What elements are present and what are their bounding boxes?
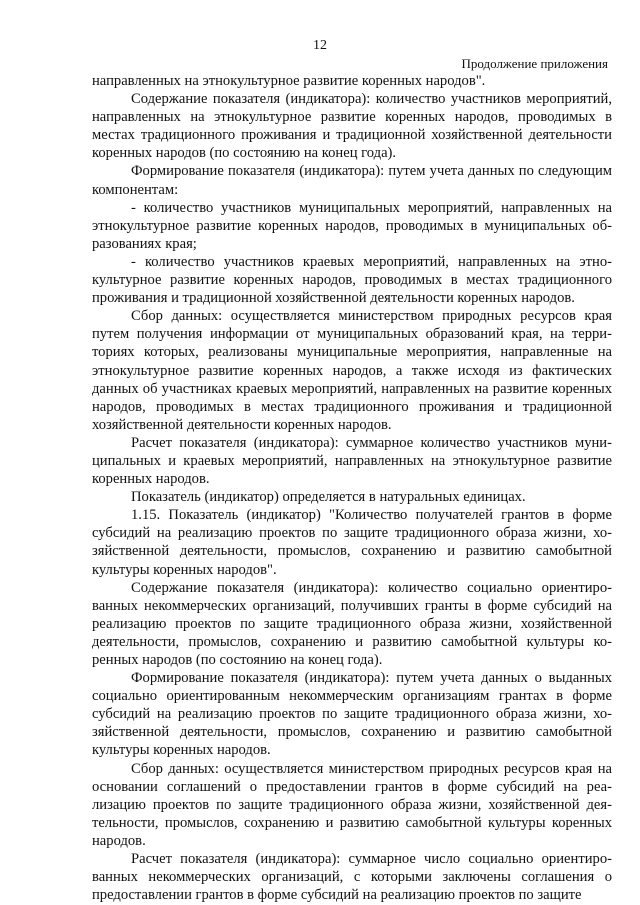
paragraph-indicator-1-15: 1.15. Показатель (индикатор) "Количество получателей грантов в форме субсидий на реализацию проектов по защите традиционного образа жизни, хозяйственной деятельности, промыслов, сохранению и развитию самобытной культуры коренных народов".	[92, 507, 612, 578]
paragraph-units: Показатель (индикатор) определяется в натуральных единицах.	[131, 489, 526, 506]
paragraph-list-item-municipal: - количество участников муниципальных мероприятий, направленных на этнокультурное развитие коренных народов, проводимых в муниципальных образованиях края;	[92, 199, 612, 252]
paragraph-indicator-calculation: Расчет показателя (индикатора): суммарное количество участников муниципальных и краевых мероприятий, направленных на этнокультурное развитие коренных народов.	[92, 434, 612, 488]
paragraph-indicator-content: Содержание показателя (индикатора): количество участников мероприятий, направленных на этнокультурное развитие коренных народов, проводимых в местах традиционного проживания и традиционной хозяйственной деятельности коренных народов (по состоянию на конец года).	[92, 91, 612, 162]
paragraph-indicator-content: Содержание показателя (индикатора): количество социально ориентированных некоммерческих организаций, получивших гранты в форме субсидий на реализацию проектов по защите традиционного образа жизни, хозяйственной деятельности, промыслов, сохранению и развитию самобытной культуры коренных народов (по состоянию на конец года).	[92, 579, 612, 668]
page-number: 12	[313, 38, 327, 53]
paragraph-indicator-formation: Формирование показателя (индикатора): путем учета данных о выданных социально ориентированным некоммерческим организациям грантах в форме субсидий на реализацию проектов по защите традиционного образа жизни, хозяйственной деятельности, промыслов, сохранению и развитию самобытной культуры коренных народов.	[92, 670, 612, 759]
paragraph-list-item-regional: - количество участников краевых мероприятий, направленных на этнокультурное развитие коренных народов, проводимых в местах традиционного проживания и традиционной хозяйственной деятельности коренных народов.	[92, 253, 612, 307]
running-header: Продолжение приложения	[461, 56, 608, 71]
paragraph-indicator-calculation: Расчет показателя (индикатора): суммарное число социально ориентированных некоммерческих организаций, с которыми заключены соглашения о предоставлении грантов в форме субсидий на реализацию проектов по защите	[92, 851, 612, 904]
body-text	[92, 72, 612, 904]
paragraph-continuation: направленных на этнокультурное развитие коренных народов".	[92, 73, 486, 89]
paragraph-data-collection: Сбор данных: осуществляется министерством природных ресурсов края на основании соглашений о предоставлении грантов в форме субсидий на реализацию проектов по защите традиционного образа жизни, хозяйственной деятельности, промыслов, сохранению и развитию самобытной культуры коренных народов.	[92, 760, 612, 849]
paragraph-data-collection: Сбор данных: осуществляется министерством природных ресурсов края путем получения информации от муниципальных образований края, на территориях которых, реализованы муниципальные мероприятия, направленные на этнокультурное развитие коренных народов, а также исходя из фактических данных об участниках краевых мероприятий, направленных на развитие коренных народов, проводимых в местах традиционного проживания и традиционной хозяйственной деятельности коренных народов.	[92, 308, 612, 433]
paragraph-indicator-formation: Формирование показателя (индикатора): путем учета данных по следующим компонентам:	[92, 163, 612, 198]
